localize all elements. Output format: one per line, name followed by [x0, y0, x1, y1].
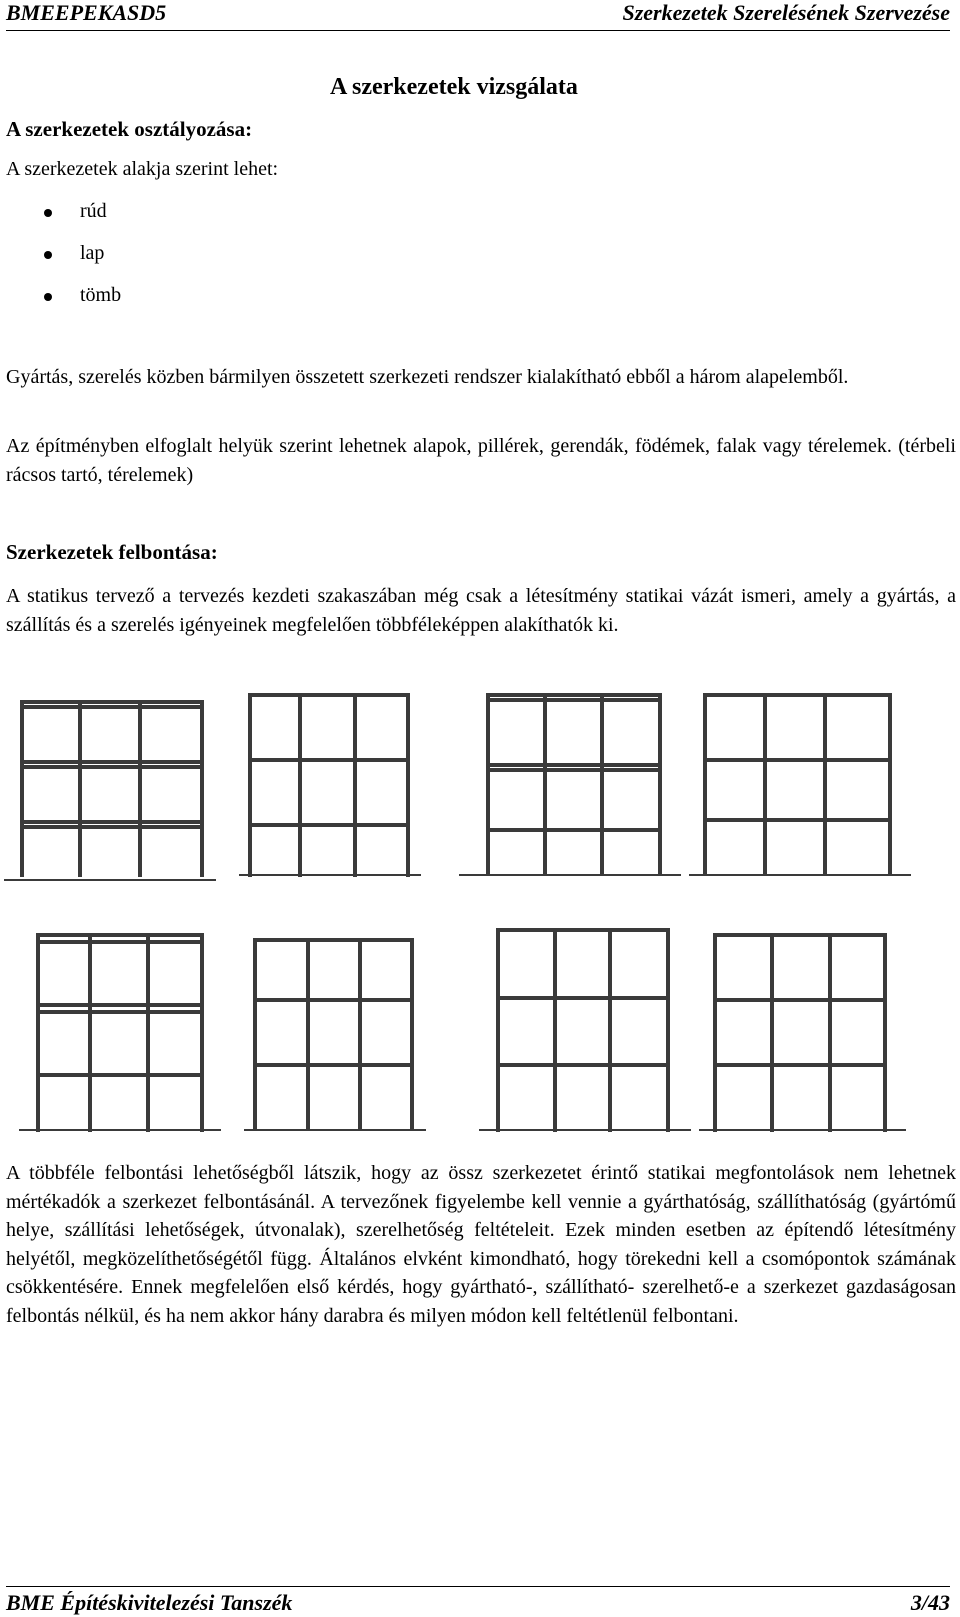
frame-diagram-4	[690, 695, 910, 875]
paragraph-elements: Gyártás, szerelés közben bármilyen összetett szerkezeti rendszer kialakítható ebből a három alapelemből.	[6, 366, 849, 388]
frame-diagram-2	[240, 695, 420, 875]
page-footer	[6, 1586, 950, 1617]
department-name: BME Építéskivitelezési Tanszék	[6, 1590, 293, 1615]
frame-diagram-5	[20, 935, 220, 1130]
course-code: BMEEPEKASD5	[6, 0, 167, 25]
decomposition-heading: Szerkezetek felbontása:	[6, 540, 218, 564]
frame-diagram-3	[460, 695, 680, 875]
page-number: 3/43	[910, 1590, 950, 1615]
page-header	[6, 0, 950, 31]
document-title: Szerkezetek Szerelésének Szervezése	[622, 0, 950, 25]
frame-diagram-8	[700, 935, 905, 1130]
frame-decomposition-figure	[0, 680, 960, 1140]
bullet-icon	[44, 251, 52, 259]
paragraph-location: Az építményben elfoglalt helyük szerint lehetnek alapok, pillérek, gerendák, födémek, falak vagy térelemek. (térbeli rácsos tartó, térelemek)	[6, 435, 956, 486]
paragraph-conclusion: A többféle felbontási lehetőségből látszik, hogy az össz szerkezetet érintő statikai megfontolások nem lehetnek mértékadók a szerkezet felbontásánál. A tervezőnek figyelembe kell vennie a gyárthatóság, szállíthatóság (gyártómű helye, szállítási lehetőségek, útvonalak), szerelhetőség feltételeit. Ezek minden esetben az építendő létesítmény helyétől, megközelíthetőségétől függ. Általános elvként kimondható, hogy törekedni kell a csomópontok számának csökkentésére. Ennek megfelelően első kérdés, hogy gyártható-, szállítható- szerelhető-e a szerkezet gazdaságosan felbontás nélkül, és ha nem akkor hány darabra és milyen módon kell feltétlenül felbontani.	[6, 1162, 956, 1327]
classification-intro: A szerkezetek alakja szerint lehet:	[6, 158, 279, 180]
frame-diagram-1	[5, 702, 215, 880]
bullet-icon	[44, 209, 52, 217]
paragraph-decomposition: A statikus tervező a tervezés kezdeti szakaszában még csak a létesítmény statikai vázát ismeri, amely a gyártás, a szállítás és a szerelés igényeinek megfelelően többféleképpen alakíthatók ki.	[6, 585, 956, 636]
classification-heading: A szerkezetek osztályozása:	[6, 117, 253, 141]
page-title: A szerkezetek vizsgálata	[330, 74, 578, 100]
frame-diagram-7	[480, 930, 690, 1130]
frame-diagram-6	[245, 940, 425, 1130]
bullet-icon	[44, 293, 52, 301]
